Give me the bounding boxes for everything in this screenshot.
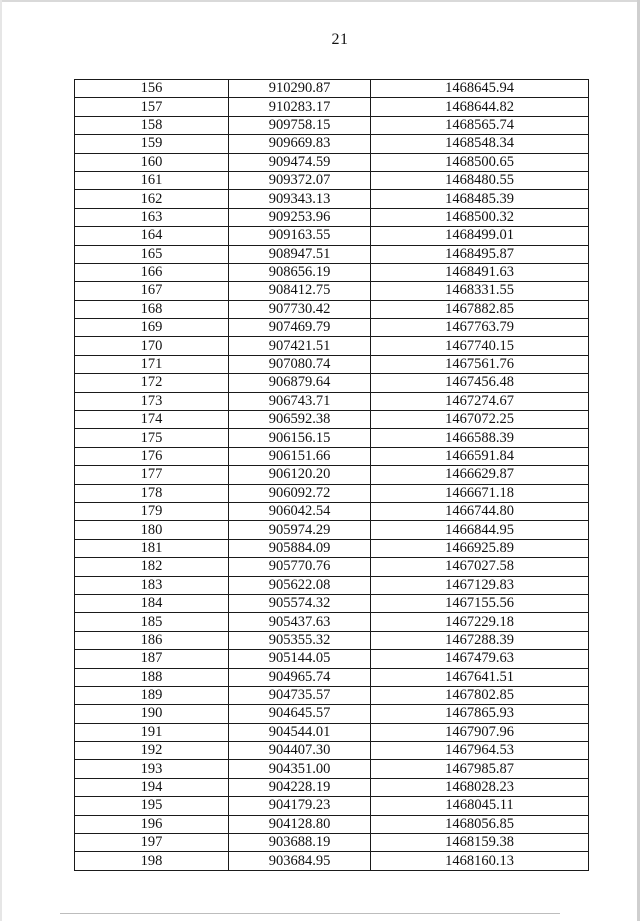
x-coordinate-cell: 906042.54	[229, 502, 371, 520]
x-coordinate-cell: 905622.08	[229, 576, 371, 594]
y-coordinate-cell: 1467456.48	[371, 374, 589, 392]
y-coordinate-cell: 1467985.87	[371, 760, 589, 778]
x-coordinate-cell: 906592.38	[229, 411, 371, 429]
x-coordinate-cell: 907730.42	[229, 300, 371, 318]
y-coordinate-cell: 1468491.63	[371, 263, 589, 281]
x-coordinate-cell: 910290.87	[229, 80, 371, 98]
x-coordinate-cell: 904735.57	[229, 686, 371, 704]
point-number-cell: 185	[75, 613, 229, 631]
y-coordinate-cell: 1468500.65	[371, 153, 589, 171]
table-row	[75, 539, 589, 557]
table-row	[75, 447, 589, 465]
y-coordinate-cell: 1466844.95	[371, 521, 589, 539]
point-number-cell: 187	[75, 650, 229, 668]
y-coordinate-cell: 1468028.23	[371, 778, 589, 796]
x-coordinate-cell: 907421.51	[229, 337, 371, 355]
table-row	[75, 613, 589, 631]
x-coordinate-cell: 904965.74	[229, 668, 371, 686]
point-number-cell: 165	[75, 245, 229, 263]
table-row	[75, 337, 589, 355]
x-coordinate-cell: 907469.79	[229, 319, 371, 337]
point-number-cell: 169	[75, 319, 229, 337]
x-coordinate-cell: 906879.64	[229, 374, 371, 392]
y-coordinate-cell: 1468495.87	[371, 245, 589, 263]
table-row	[75, 484, 589, 502]
y-coordinate-cell: 1466744.80	[371, 502, 589, 520]
y-coordinate-cell: 1468480.55	[371, 171, 589, 189]
point-number-cell: 170	[75, 337, 229, 355]
coordinates-table-body	[75, 80, 589, 871]
x-coordinate-cell: 909343.13	[229, 190, 371, 208]
y-coordinate-cell: 1468565.74	[371, 116, 589, 134]
x-coordinate-cell: 904645.57	[229, 705, 371, 723]
x-coordinate-cell: 906092.72	[229, 484, 371, 502]
y-coordinate-cell: 1467740.15	[371, 337, 589, 355]
x-coordinate-cell: 908412.75	[229, 282, 371, 300]
x-coordinate-cell: 904351.00	[229, 760, 371, 778]
y-coordinate-cell: 1467763.79	[371, 319, 589, 337]
point-number-cell: 172	[75, 374, 229, 392]
point-number-cell: 189	[75, 686, 229, 704]
table-row	[75, 190, 589, 208]
point-number-cell: 191	[75, 723, 229, 741]
y-coordinate-cell: 1468644.82	[371, 98, 589, 116]
point-number-cell: 162	[75, 190, 229, 208]
table-row	[75, 797, 589, 815]
point-number-cell: 183	[75, 576, 229, 594]
table-row	[75, 263, 589, 281]
x-coordinate-cell: 903688.19	[229, 834, 371, 852]
point-number-cell: 195	[75, 797, 229, 815]
point-number-cell: 177	[75, 466, 229, 484]
y-coordinate-cell: 1467155.56	[371, 594, 589, 612]
y-coordinate-cell: 1467129.83	[371, 576, 589, 594]
table-row	[75, 116, 589, 134]
y-coordinate-cell: 1467865.93	[371, 705, 589, 723]
x-coordinate-cell: 905574.32	[229, 594, 371, 612]
point-number-cell: 161	[75, 171, 229, 189]
point-number-cell: 193	[75, 760, 229, 778]
table-row	[75, 760, 589, 778]
point-number-cell: 180	[75, 521, 229, 539]
table-row	[75, 815, 589, 833]
table-row	[75, 80, 589, 98]
y-coordinate-cell: 1468500.32	[371, 208, 589, 226]
x-coordinate-cell: 909163.55	[229, 227, 371, 245]
y-coordinate-cell: 1467561.76	[371, 355, 589, 373]
table-row	[75, 208, 589, 226]
table-row	[75, 631, 589, 649]
table-row	[75, 319, 589, 337]
point-number-cell: 175	[75, 429, 229, 447]
point-number-cell: 167	[75, 282, 229, 300]
y-coordinate-cell: 1466591.84	[371, 447, 589, 465]
table-row	[75, 742, 589, 760]
x-coordinate-cell: 908947.51	[229, 245, 371, 263]
x-coordinate-cell: 909669.83	[229, 135, 371, 153]
y-coordinate-cell: 1468160.13	[371, 852, 589, 870]
point-number-cell: 158	[75, 116, 229, 134]
page-number: 21	[331, 31, 349, 48]
table-row	[75, 355, 589, 373]
table-row	[75, 135, 589, 153]
y-coordinate-cell: 1467964.53	[371, 742, 589, 760]
point-number-cell: 197	[75, 834, 229, 852]
point-number-cell: 176	[75, 447, 229, 465]
table-row	[75, 300, 589, 318]
y-coordinate-cell: 1467641.51	[371, 668, 589, 686]
y-coordinate-cell: 1468548.34	[371, 135, 589, 153]
x-coordinate-cell: 904179.23	[229, 797, 371, 815]
x-coordinate-cell: 905974.29	[229, 521, 371, 539]
y-coordinate-cell: 1467072.25	[371, 411, 589, 429]
x-coordinate-cell: 904544.01	[229, 723, 371, 741]
y-coordinate-cell: 1467027.58	[371, 558, 589, 576]
y-coordinate-cell: 1467907.96	[371, 723, 589, 741]
point-number-cell: 160	[75, 153, 229, 171]
x-coordinate-cell: 904228.19	[229, 778, 371, 796]
table-row	[75, 98, 589, 116]
point-number-cell: 168	[75, 300, 229, 318]
y-coordinate-cell: 1468159.38	[371, 834, 589, 852]
coordinates-table	[74, 79, 589, 871]
x-coordinate-cell: 909758.15	[229, 116, 371, 134]
y-coordinate-cell: 1468645.94	[371, 80, 589, 98]
x-coordinate-cell: 904407.30	[229, 742, 371, 760]
y-coordinate-cell: 1468331.55	[371, 282, 589, 300]
point-number-cell: 181	[75, 539, 229, 557]
y-coordinate-cell: 1466671.18	[371, 484, 589, 502]
table-row	[75, 502, 589, 520]
x-coordinate-cell: 905770.76	[229, 558, 371, 576]
y-coordinate-cell: 1468056.85	[371, 815, 589, 833]
x-coordinate-cell: 906156.15	[229, 429, 371, 447]
point-number-cell: 182	[75, 558, 229, 576]
table-row	[75, 171, 589, 189]
point-number-cell: 157	[75, 98, 229, 116]
point-number-cell: 190	[75, 705, 229, 723]
x-coordinate-cell: 905884.09	[229, 539, 371, 557]
table-row	[75, 650, 589, 668]
point-number-cell: 156	[75, 80, 229, 98]
point-number-cell: 178	[75, 484, 229, 502]
point-number-cell: 198	[75, 852, 229, 870]
x-coordinate-cell: 909372.07	[229, 171, 371, 189]
table-row	[75, 245, 589, 263]
y-coordinate-cell: 1466588.39	[371, 429, 589, 447]
table-row	[75, 282, 589, 300]
table-row	[75, 558, 589, 576]
table-row	[75, 834, 589, 852]
table-row	[75, 466, 589, 484]
x-coordinate-cell: 903684.95	[229, 852, 371, 870]
point-number-cell: 184	[75, 594, 229, 612]
point-number-cell: 188	[75, 668, 229, 686]
point-number-cell: 192	[75, 742, 229, 760]
table-row	[75, 594, 589, 612]
y-coordinate-cell: 1468499.01	[371, 227, 589, 245]
table-row	[75, 153, 589, 171]
x-coordinate-cell: 909474.59	[229, 153, 371, 171]
y-coordinate-cell: 1466925.89	[371, 539, 589, 557]
table-row	[75, 411, 589, 429]
point-number-cell: 179	[75, 502, 229, 520]
point-number-cell: 171	[75, 355, 229, 373]
y-coordinate-cell: 1467479.63	[371, 650, 589, 668]
table-row	[75, 374, 589, 392]
x-coordinate-cell: 906743.71	[229, 392, 371, 410]
y-coordinate-cell: 1466629.87	[371, 466, 589, 484]
x-coordinate-cell: 905144.05	[229, 650, 371, 668]
table-row	[75, 521, 589, 539]
table-row	[75, 576, 589, 594]
x-coordinate-cell: 907080.74	[229, 355, 371, 373]
table-row	[75, 723, 589, 741]
x-coordinate-cell: 910283.17	[229, 98, 371, 116]
x-coordinate-cell: 906120.20	[229, 466, 371, 484]
scan-edge-left	[0, 0, 2, 921]
y-coordinate-cell: 1468485.39	[371, 190, 589, 208]
scan-edge-bottom	[60, 913, 560, 914]
x-coordinate-cell: 904128.80	[229, 815, 371, 833]
y-coordinate-cell: 1467229.18	[371, 613, 589, 631]
y-coordinate-cell: 1467274.67	[371, 392, 589, 410]
table-row	[75, 227, 589, 245]
x-coordinate-cell: 909253.96	[229, 208, 371, 226]
x-coordinate-cell: 908656.19	[229, 263, 371, 281]
x-coordinate-cell: 905437.63	[229, 613, 371, 631]
y-coordinate-cell: 1467288.39	[371, 631, 589, 649]
table-row	[75, 686, 589, 704]
point-number-cell: 173	[75, 392, 229, 410]
point-number-cell: 159	[75, 135, 229, 153]
point-number-cell: 174	[75, 411, 229, 429]
table-row	[75, 429, 589, 447]
y-coordinate-cell: 1467802.85	[371, 686, 589, 704]
point-number-cell: 194	[75, 778, 229, 796]
point-number-cell: 186	[75, 631, 229, 649]
scan-edge-top	[0, 0, 640, 2]
table-row	[75, 852, 589, 870]
table-row	[75, 705, 589, 723]
x-coordinate-cell: 905355.32	[229, 631, 371, 649]
y-coordinate-cell: 1467882.85	[371, 300, 589, 318]
point-number-cell: 166	[75, 263, 229, 281]
x-coordinate-cell: 906151.66	[229, 447, 371, 465]
y-coordinate-cell: 1468045.11	[371, 797, 589, 815]
point-number-cell: 196	[75, 815, 229, 833]
table-row	[75, 392, 589, 410]
table-row	[75, 778, 589, 796]
point-number-cell: 163	[75, 208, 229, 226]
table-row	[75, 668, 589, 686]
point-number-cell: 164	[75, 227, 229, 245]
